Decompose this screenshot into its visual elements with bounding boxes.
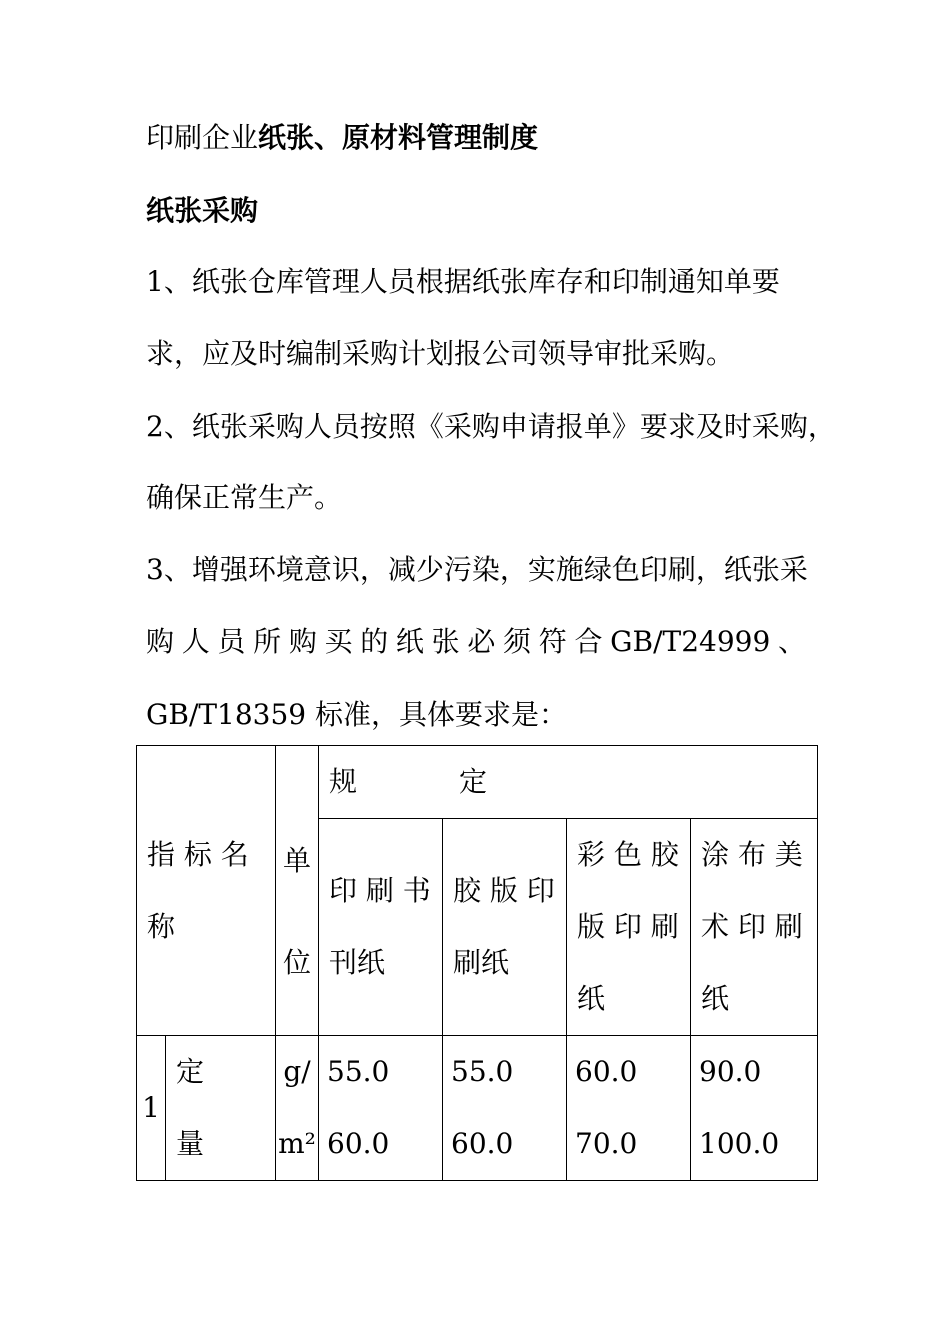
header-spec [319, 746, 818, 819]
header-unit-line-1: 单 [282, 843, 311, 877]
justified-word: 张 [431, 625, 460, 658]
header-col-3-line-3: 纸 [577, 982, 606, 1015]
value-col-4-line-1: 90.0 [699, 1055, 762, 1088]
table-header-row-1 [137, 746, 818, 819]
row-value-col-4 [691, 1036, 818, 1181]
justified-word: 购 [288, 625, 317, 658]
header-indicator-name-line-1: 指 标 名 [147, 837, 249, 871]
row-unit-line-2: m² [278, 1127, 316, 1160]
justified-word: 人 [181, 625, 210, 658]
justified-word: 员 [217, 625, 246, 658]
header-col-book-paper [319, 819, 443, 1036]
header-col-2-line-2: 刷纸 [453, 946, 510, 979]
value-col-1-line-2: 60.0 [327, 1127, 390, 1160]
justified-word: 买 [324, 625, 353, 658]
paragraph-2-line-1: 2、纸张采购人员按照《采购申请报单》要求及时采购， [146, 410, 836, 443]
justified-word: 纸 [395, 625, 424, 658]
paragraph-2-line-2: 确保正常生产。 [146, 481, 343, 514]
paragraph-3-line-1: 3、增强环境意识，减少污染，实施绿色印刷，纸张采 [146, 553, 808, 586]
row-indicator-name [166, 1036, 276, 1181]
justified-word: 的 [360, 625, 389, 658]
header-col-color-offset-paper [567, 819, 691, 1036]
justified-word: 符 [538, 625, 567, 658]
value-col-3-line-1: 60.0 [575, 1055, 638, 1088]
paragraph-3-line-3: GB/T18359 标准，具体要求是： [146, 698, 568, 731]
paragraph-3-line-2 [146, 624, 806, 660]
value-col-4-line-2: 100.0 [699, 1127, 780, 1160]
title-bold: 纸张、原材料管理制度 [258, 121, 539, 154]
justified-word: 、 [777, 625, 806, 658]
row-value-col-2 [443, 1036, 567, 1181]
header-col-4-line-3: 纸 [701, 982, 730, 1015]
header-col-coated-art-paper [691, 819, 818, 1036]
header-col-2-line-1: 胶 版 印 [453, 874, 555, 907]
row-index: 1 [137, 1036, 166, 1181]
title-plain: 印刷企业 [146, 121, 259, 154]
header-col-3-line-1: 彩 色 胶 [577, 838, 679, 871]
value-col-3-line-2: 70.0 [575, 1127, 638, 1160]
header-col-offset-paper [443, 819, 567, 1036]
header-indicator-name [137, 746, 276, 1036]
header-spec-label-b: 定 [459, 765, 488, 798]
justified-word: 必 [467, 625, 496, 658]
header-indicator-name-line-2: 称 [147, 909, 176, 943]
section-heading: 纸张采购 [146, 194, 259, 227]
value-col-2-line-2: 60.0 [451, 1127, 514, 1160]
row-unit [276, 1036, 319, 1181]
value-col-2-line-1: 55.0 [451, 1055, 514, 1088]
paragraph-1-line-2: 求，应及时编制采购计划报公司领导审批采购。 [146, 337, 735, 370]
header-col-4-line-2: 术 印 刷 [701, 910, 803, 943]
row-name-line-2: 量 [176, 1127, 205, 1160]
document-title [146, 120, 538, 156]
paragraph-1-line-1: 1、纸张仓库管理人员根据纸张库存和印制通知单要 [146, 265, 780, 298]
justified-word: 合 [574, 625, 603, 658]
header-col-1-line-1: 印 刷 书 [329, 874, 431, 907]
header-spec-label-a: 规 [329, 765, 358, 798]
justified-word: GB/T24999 [610, 625, 771, 658]
row-name-line-1: 定 [176, 1055, 205, 1088]
header-col-1-line-2: 刊纸 [329, 946, 386, 979]
row-value-col-1 [319, 1036, 443, 1181]
paper-spec-table [136, 745, 818, 1181]
header-unit-line-2: 位 [282, 945, 311, 979]
row-unit-line-1: g/ [283, 1055, 311, 1088]
header-col-3-line-2: 版 印 刷 [577, 910, 679, 943]
row-value-col-3 [567, 1036, 691, 1181]
table-row [137, 1036, 818, 1181]
header-unit [276, 746, 319, 1036]
justified-word: 购 [146, 625, 175, 658]
header-col-4-line-1: 涂 布 美 [701, 838, 803, 871]
justified-word: 所 [253, 625, 282, 658]
value-col-1-line-1: 55.0 [327, 1055, 390, 1088]
justified-word: 须 [503, 625, 532, 658]
